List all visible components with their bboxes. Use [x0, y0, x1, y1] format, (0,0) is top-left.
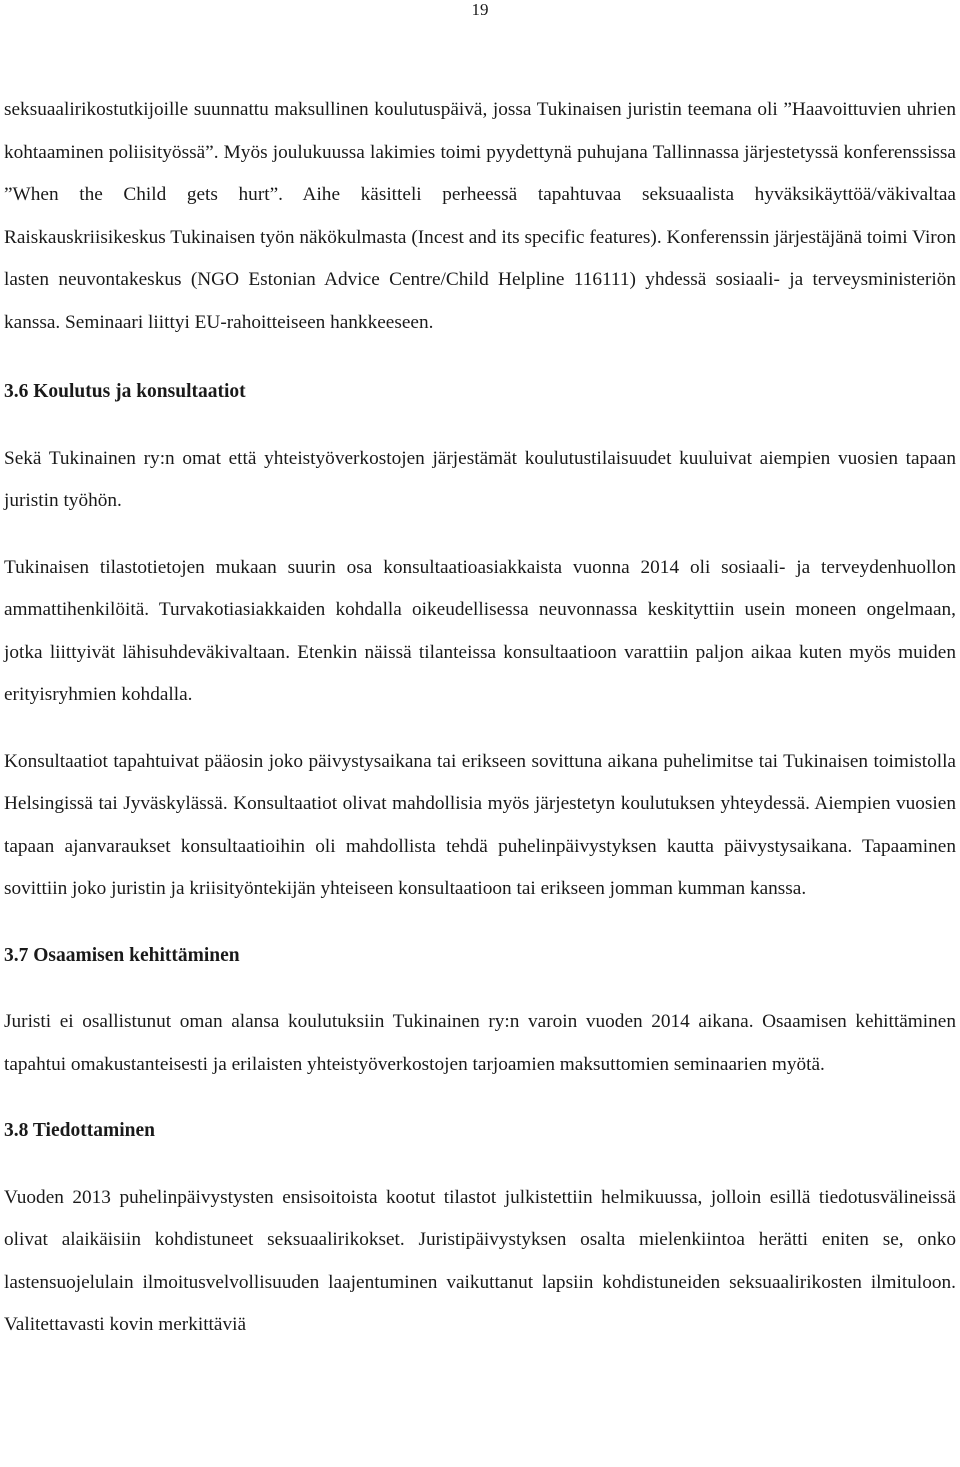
page-number: 19 — [471, 0, 489, 19]
spacer — [4, 717, 956, 741]
paragraph-competence-development: Juristi ei osallistunut oman alansa koulutuksiin Tukinainen ry:n varoin vuoden 2014 aikana. Osaamisen kehittäminen tapahtui omakustanteisesti ja erilaisten yhteistyöverkostojen tarjoamien maksuttomien seminaarien myötä. — [4, 1011, 956, 1075]
document-body — [4, 89, 956, 1347]
section-heading-3-8: 3.8 Tiedottaminen — [4, 1120, 155, 1141]
section-heading-3-6: 3.6 Koulutus ja konsultaatiot — [4, 381, 246, 402]
paragraph-communications: Vuoden 2013 puhelinpäivystysten ensisoitoista kootut tilastot julkistettiin helmikuussa, jolloin esillä tiedotusvälineissä olivat alaikäisiin kohdistuneet seksuaalirikokset. Juristipäivystyksen osalta mielenkiintoa herätti eniten se, onko lastensuojelulain ilmoitusvelvollisuuden laajentuminen vaikuttanut lapsiin kohdistuneiden seksuaalirikosten ilmituloon. Valitettavasti kovin merkittäviä — [4, 1186, 956, 1335]
paragraph-consultation-arrangements: Konsultaatiot tapahtuivat pääosin joko päivystysaikana tai erikseen sovittuna aikana puhelimitse tai Tukinaisen toimistolla Helsingissä tai Jyväskylässä. Konsultaatiot olivat mahdollisia myös järjestetyn koulutuksen yhteydessä. Aiempien vuosien tapaan ajanvaraukset konsultaatioihin oli mahdollista tehdä puhelinpäivystyksen kautta päivystysaikana. Tapaaminen sovittiin joko juristin ja kriisityöntekijän yhteiseen konsultaatioon tai erikseen jomman kumman kanssa. — [4, 750, 956, 899]
spacer — [4, 1153, 956, 1177]
spacer — [4, 523, 956, 547]
section-heading-3-7: 3.7 Osaamisen kehittäminen — [4, 944, 240, 966]
spacer — [4, 344, 956, 371]
spacer — [4, 911, 956, 935]
paragraph-training: Sekä Tukinainen ry:n omat että yhteistyöverkostojen järjestämät koulutustilaisuudet kuuluivat aiempien vuosien tapaan juristin työhön. — [4, 447, 956, 511]
paragraph-conferences: seksuaalirikostutkijoille suunnattu maksullinen koulutuspäivä, jossa Tukinaisen juristin teemana oli ”Haavoittuvien uhrien kohtaaminen poliisityössä”. Myös joulukuussa lakimies toimi pyydettynä puhujana Tallinnassa järjestetyssä konferenssissa ”When the Child gets hurt”. Aihe käsitteli perheessä tapahtuvaa seksuaalista hyväksikäyttöä/väkivaltaa Raiskauskriisikeskus Tukinaisen työn näkökulmasta (Incest and its specific features). Konferenssin järjestäjänä toimi Viron lasten neuvontakeskus (NGO Estonian Advice Centre/Child Helpline 116111) yhdessä sosiaali- ja terveysministeriön kanssa. Seminaari liittyi EU-rahoitteiseen hankkeeseen. — [4, 99, 956, 333]
spacer — [4, 1086, 956, 1110]
spacer — [4, 414, 956, 438]
paragraph-consultation-statistics: Tukinaisen tilastotietojen mukaan suurin osa konsultaatioasiakkaista vuonna 2014 oli sosiaali- ja terveydenhuollon ammattihenkilöitä. Turvakotiasiakkaiden kohdalla oikeudellisessa neuvonnassa keskityttiin usein moneen ongelmaan, jotka liittyivät lähisuhdeväkivaltaan. Etenkin näissä tilanteissa konsultaatioon varattiin paljon aikaa kuten myös muiden erityisryhmien kohdalla. — [4, 556, 956, 705]
spacer — [4, 977, 956, 1001]
